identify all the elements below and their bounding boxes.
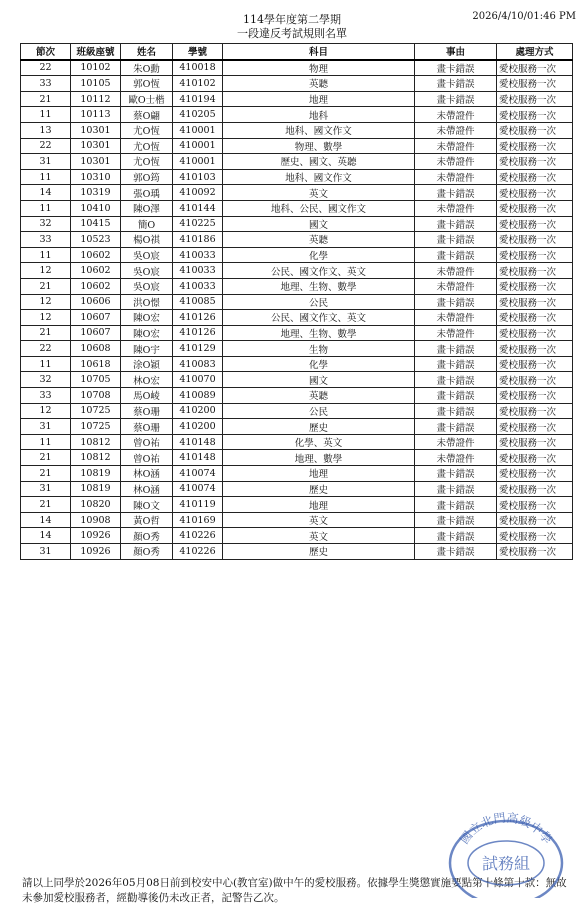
cell-class-seat: 10301 — [71, 138, 121, 154]
cell-period: 32 — [21, 216, 71, 232]
seal-stamp — [446, 808, 566, 898]
cell-name: 林O涵 — [121, 466, 173, 482]
cell-subject: 公民、國文作文、英文 — [223, 310, 415, 326]
cell-name: 馬O崚 — [121, 388, 173, 404]
table-row — [21, 544, 573, 560]
cell-student-id: 410001 — [173, 138, 223, 154]
cell-student-id: 410205 — [173, 107, 223, 123]
cell-period: 32 — [21, 372, 71, 388]
cell-student-id: 410225 — [173, 216, 223, 232]
cell-period: 31 — [21, 544, 71, 560]
cell-student-id: 410119 — [173, 497, 223, 513]
cell-student-id: 410200 — [173, 419, 223, 435]
table-row — [21, 294, 573, 310]
cell-class-seat: 10926 — [71, 544, 121, 560]
cell-name: 楊O祺 — [121, 232, 173, 248]
col-header-class-seat: 班級座號 — [71, 44, 121, 60]
cell-subject: 物理 — [223, 60, 415, 76]
cell-period: 22 — [21, 138, 71, 154]
cell-name: 曾O祐 — [121, 450, 173, 466]
cell-student-id: 410148 — [173, 434, 223, 450]
cell-action: 愛校服務一次 — [497, 481, 573, 497]
cell-name: 蔡O珊 — [121, 419, 173, 435]
cell-student-id: 410169 — [173, 512, 223, 528]
cell-action: 愛校服務一次 — [497, 403, 573, 419]
cell-student-id: 410129 — [173, 341, 223, 357]
cell-name: 陳O宇 — [121, 341, 173, 357]
cell-class-seat: 10602 — [71, 247, 121, 263]
cell-student-id: 410083 — [173, 356, 223, 372]
cell-name: 蔡O珊 — [121, 403, 173, 419]
cell-action: 愛校服務一次 — [497, 497, 573, 513]
seal-outer-text: 國立北門高級中學 — [457, 810, 555, 847]
cell-period: 13 — [21, 122, 71, 138]
cell-action: 愛校服務一次 — [497, 372, 573, 388]
table-row — [21, 107, 573, 123]
cell-reason: 畫卡錯誤 — [415, 91, 497, 107]
cell-period: 33 — [21, 388, 71, 404]
cell-name: 歐O士楷 — [121, 91, 173, 107]
cell-period: 33 — [21, 232, 71, 248]
cell-student-id: 410033 — [173, 247, 223, 263]
cell-reason: 畫卡錯誤 — [415, 388, 497, 404]
cell-action: 愛校服務一次 — [497, 434, 573, 450]
cell-period: 12 — [21, 263, 71, 279]
table-row — [21, 512, 573, 528]
cell-action: 愛校服務一次 — [497, 91, 573, 107]
cell-class-seat: 10608 — [71, 341, 121, 357]
table-row — [21, 278, 573, 294]
cell-period: 12 — [21, 294, 71, 310]
cell-name: 郭O恆 — [121, 76, 173, 92]
cell-class-seat: 10819 — [71, 466, 121, 482]
cell-name: 蔡O翩 — [121, 107, 173, 123]
table-row — [21, 169, 573, 185]
cell-class-seat: 10926 — [71, 528, 121, 544]
table-row — [21, 122, 573, 138]
cell-reason: 畫卡錯誤 — [415, 247, 497, 263]
cell-student-id: 410070 — [173, 372, 223, 388]
cell-subject: 地科、國文作文 — [223, 122, 415, 138]
cell-period: 21 — [21, 278, 71, 294]
table-header-row — [21, 44, 573, 60]
cell-action: 愛校服務一次 — [497, 294, 573, 310]
violation-table — [20, 43, 573, 560]
cell-reason: 畫卡錯誤 — [415, 185, 497, 201]
table-row — [21, 497, 573, 513]
cell-subject: 地理、數學 — [223, 450, 415, 466]
cell-reason: 未帶證件 — [415, 263, 497, 279]
cell-period: 31 — [21, 481, 71, 497]
cell-name: 吳O宸 — [121, 263, 173, 279]
cell-subject: 化學 — [223, 247, 415, 263]
table-row — [21, 185, 573, 201]
cell-reason: 未帶證件 — [415, 278, 497, 294]
cell-period: 21 — [21, 450, 71, 466]
print-timestamp: 2026/4/10/01:46 PM — [472, 11, 576, 22]
col-header-name: 姓名 — [121, 44, 173, 60]
cell-class-seat: 10319 — [71, 185, 121, 201]
cell-reason: 畫卡錯誤 — [415, 497, 497, 513]
cell-period: 11 — [21, 200, 71, 216]
table-row — [21, 481, 573, 497]
cell-period: 14 — [21, 185, 71, 201]
table-row — [21, 528, 573, 544]
cell-student-id: 410226 — [173, 544, 223, 560]
cell-period: 11 — [21, 107, 71, 123]
cell-action: 愛校服務一次 — [497, 107, 573, 123]
footer-note: 請以上同學於2026年05月08日前到校安中心(教官室)做中午的愛校服務。依據學生獎懲實施要點第十條第十款：無故未參加愛校服務者，經勸導後仍未改正者，記警告乙次。 — [22, 877, 567, 904]
cell-action: 愛校服務一次 — [497, 512, 573, 528]
cell-reason: 未帶證件 — [415, 169, 497, 185]
cell-subject: 國文 — [223, 216, 415, 232]
cell-subject: 國文 — [223, 372, 415, 388]
cell-period: 11 — [21, 356, 71, 372]
cell-class-seat: 10301 — [71, 154, 121, 170]
cell-reason: 畫卡錯誤 — [415, 544, 497, 560]
cell-student-id: 410085 — [173, 294, 223, 310]
cell-subject: 地科 — [223, 107, 415, 123]
cell-student-id: 410103 — [173, 169, 223, 185]
cell-subject: 生物 — [223, 341, 415, 357]
cell-name: 吳O宸 — [121, 278, 173, 294]
cell-action: 愛校服務一次 — [497, 232, 573, 248]
cell-action: 愛校服務一次 — [497, 310, 573, 326]
cell-name: 顏O秀 — [121, 528, 173, 544]
cell-student-id: 410089 — [173, 388, 223, 404]
cell-action: 愛校服務一次 — [497, 544, 573, 560]
seal-inner-text: 試務組 — [481, 854, 531, 873]
table-row — [21, 263, 573, 279]
cell-period: 21 — [21, 325, 71, 341]
cell-subject: 地理 — [223, 466, 415, 482]
cell-action: 愛校服務一次 — [497, 278, 573, 294]
cell-action: 愛校服務一次 — [497, 216, 573, 232]
table-row — [21, 434, 573, 450]
cell-action: 愛校服務一次 — [497, 341, 573, 357]
cell-subject: 英聽 — [223, 388, 415, 404]
table-row — [21, 466, 573, 482]
cell-class-seat: 10105 — [71, 76, 121, 92]
cell-period: 21 — [21, 466, 71, 482]
cell-subject: 地理、生物、數學 — [223, 325, 415, 341]
cell-action: 愛校服務一次 — [497, 528, 573, 544]
cell-name: 陳O宏 — [121, 310, 173, 326]
cell-period: 12 — [21, 403, 71, 419]
cell-reason: 未帶證件 — [415, 107, 497, 123]
col-header-action: 處理方式 — [497, 44, 573, 60]
cell-period: 11 — [21, 247, 71, 263]
cell-class-seat: 10908 — [71, 512, 121, 528]
cell-reason: 畫卡錯誤 — [415, 512, 497, 528]
cell-period: 22 — [21, 341, 71, 357]
cell-action: 愛校服務一次 — [497, 122, 573, 138]
cell-name: 黃O哲 — [121, 512, 173, 528]
cell-reason: 畫卡錯誤 — [415, 466, 497, 482]
cell-period: 31 — [21, 419, 71, 435]
cell-class-seat: 10812 — [71, 434, 121, 450]
cell-reason: 畫卡錯誤 — [415, 481, 497, 497]
cell-student-id: 410033 — [173, 278, 223, 294]
cell-reason: 畫卡錯誤 — [415, 76, 497, 92]
cell-period: 12 — [21, 310, 71, 326]
cell-class-seat: 10819 — [71, 481, 121, 497]
table-row — [21, 372, 573, 388]
cell-name: 吳O宸 — [121, 247, 173, 263]
table-row — [21, 60, 573, 76]
cell-reason: 畫卡錯誤 — [415, 372, 497, 388]
cell-student-id: 410001 — [173, 154, 223, 170]
cell-period: 31 — [21, 154, 71, 170]
cell-student-id: 410194 — [173, 91, 223, 107]
cell-action: 愛校服務一次 — [497, 138, 573, 154]
cell-action: 愛校服務一次 — [497, 169, 573, 185]
cell-subject: 歷史 — [223, 481, 415, 497]
cell-subject: 地理 — [223, 91, 415, 107]
cell-name: 陳O文 — [121, 497, 173, 513]
cell-name: 林O涵 — [121, 481, 173, 497]
col-header-subject: 科目 — [223, 44, 415, 60]
cell-student-id: 410148 — [173, 450, 223, 466]
cell-reason: 未帶證件 — [415, 450, 497, 466]
cell-class-seat: 10606 — [71, 294, 121, 310]
cell-period: 21 — [21, 91, 71, 107]
cell-name: 郭O筠 — [121, 169, 173, 185]
cell-period: 22 — [21, 60, 71, 76]
table-row — [21, 216, 573, 232]
table-row — [21, 232, 573, 248]
cell-class-seat: 10410 — [71, 200, 121, 216]
cell-reason: 畫卡錯誤 — [415, 294, 497, 310]
cell-student-id: 410018 — [173, 60, 223, 76]
cell-period: 11 — [21, 169, 71, 185]
cell-class-seat: 10725 — [71, 403, 121, 419]
cell-reason: 未帶證件 — [415, 325, 497, 341]
cell-class-seat: 10708 — [71, 388, 121, 404]
cell-class-seat: 10310 — [71, 169, 121, 185]
cell-subject: 地科、國文作文 — [223, 169, 415, 185]
table-body — [21, 60, 573, 560]
cell-reason: 畫卡錯誤 — [415, 528, 497, 544]
cell-subject: 英文 — [223, 185, 415, 201]
cell-class-seat: 10607 — [71, 325, 121, 341]
cell-period: 21 — [21, 497, 71, 513]
col-header-reason: 事由 — [415, 44, 497, 60]
cell-period: 14 — [21, 512, 71, 528]
cell-name: 尤O恆 — [121, 154, 173, 170]
cell-period: 11 — [21, 434, 71, 450]
cell-action: 愛校服務一次 — [497, 185, 573, 201]
cell-subject: 公民 — [223, 294, 415, 310]
cell-class-seat: 10705 — [71, 372, 121, 388]
cell-reason: 畫卡錯誤 — [415, 403, 497, 419]
cell-subject: 地理、生物、數學 — [223, 278, 415, 294]
cell-name: 涂O穎 — [121, 356, 173, 372]
cell-reason: 未帶證件 — [415, 122, 497, 138]
cell-student-id: 410074 — [173, 481, 223, 497]
table-row — [21, 356, 573, 372]
cell-name: 陳O宏 — [121, 325, 173, 341]
cell-name: 朱O勳 — [121, 60, 173, 76]
table-row — [21, 419, 573, 435]
cell-student-id: 410074 — [173, 466, 223, 482]
table-row — [21, 450, 573, 466]
cell-action: 愛校服務一次 — [497, 154, 573, 170]
cell-reason: 畫卡錯誤 — [415, 216, 497, 232]
table-row — [21, 91, 573, 107]
table-row — [21, 388, 573, 404]
cell-reason: 未帶證件 — [415, 154, 497, 170]
cell-reason: 未帶證件 — [415, 310, 497, 326]
cell-reason: 未帶證件 — [415, 200, 497, 216]
cell-subject: 英聽 — [223, 232, 415, 248]
cell-reason: 畫卡錯誤 — [415, 60, 497, 76]
cell-subject: 化學 — [223, 356, 415, 372]
cell-class-seat: 10415 — [71, 216, 121, 232]
cell-reason: 未帶證件 — [415, 138, 497, 154]
cell-subject: 英文 — [223, 512, 415, 528]
cell-action: 愛校服務一次 — [497, 325, 573, 341]
cell-reason: 未帶證件 — [415, 434, 497, 450]
cell-reason: 畫卡錯誤 — [415, 232, 497, 248]
col-header-student-id: 學號 — [173, 44, 223, 60]
cell-name: 張O瑀 — [121, 185, 173, 201]
col-header-period: 節次 — [21, 44, 71, 60]
cell-subject: 英文 — [223, 528, 415, 544]
cell-student-id: 410186 — [173, 232, 223, 248]
cell-reason: 畫卡錯誤 — [415, 419, 497, 435]
cell-name: 陳O澤 — [121, 200, 173, 216]
cell-action: 愛校服務一次 — [497, 419, 573, 435]
cell-student-id: 410144 — [173, 200, 223, 216]
cell-action: 愛校服務一次 — [497, 200, 573, 216]
cell-student-id: 410092 — [173, 185, 223, 201]
cell-period: 14 — [21, 528, 71, 544]
cell-subject: 地科、公民、國文作文 — [223, 200, 415, 216]
cell-subject: 英聽 — [223, 76, 415, 92]
cell-name: 洪O憬 — [121, 294, 173, 310]
cell-action: 愛校服務一次 — [497, 247, 573, 263]
document-title: 114學年度第二學期 — [243, 13, 341, 26]
cell-name: 顏O秀 — [121, 544, 173, 560]
cell-name: 曾O祐 — [121, 434, 173, 450]
cell-class-seat: 10301 — [71, 122, 121, 138]
cell-action: 愛校服務一次 — [497, 450, 573, 466]
cell-period: 33 — [21, 76, 71, 92]
cell-class-seat: 10725 — [71, 419, 121, 435]
cell-class-seat: 10602 — [71, 263, 121, 279]
cell-class-seat: 10812 — [71, 450, 121, 466]
cell-name: 林O宏 — [121, 372, 173, 388]
cell-action: 愛校服務一次 — [497, 60, 573, 76]
cell-student-id: 410226 — [173, 528, 223, 544]
table-row — [21, 341, 573, 357]
cell-student-id: 410126 — [173, 325, 223, 341]
cell-subject: 化學、英文 — [223, 434, 415, 450]
cell-student-id: 410200 — [173, 403, 223, 419]
cell-student-id: 410102 — [173, 76, 223, 92]
cell-name: 尤O恆 — [121, 122, 173, 138]
cell-name: 尤O恆 — [121, 138, 173, 154]
cell-student-id: 410126 — [173, 310, 223, 326]
cell-reason: 畫卡錯誤 — [415, 341, 497, 357]
cell-action: 愛校服務一次 — [497, 466, 573, 482]
table-row — [21, 76, 573, 92]
cell-class-seat: 10607 — [71, 310, 121, 326]
table-row — [21, 138, 573, 154]
cell-subject: 物理、數學 — [223, 138, 415, 154]
cell-action: 愛校服務一次 — [497, 263, 573, 279]
cell-action: 愛校服務一次 — [497, 388, 573, 404]
cell-student-id: 410033 — [173, 263, 223, 279]
cell-class-seat: 10602 — [71, 278, 121, 294]
cell-class-seat: 10618 — [71, 356, 121, 372]
cell-subject: 公民、國文作文、英文 — [223, 263, 415, 279]
cell-action: 愛校服務一次 — [497, 356, 573, 372]
cell-subject: 歷史、國文、英聽 — [223, 154, 415, 170]
table-row — [21, 325, 573, 341]
cell-class-seat: 10523 — [71, 232, 121, 248]
cell-class-seat: 10102 — [71, 60, 121, 76]
table-row — [21, 310, 573, 326]
table-row — [21, 154, 573, 170]
cell-class-seat: 10113 — [71, 107, 121, 123]
cell-name: 簡O — [121, 216, 173, 232]
cell-class-seat: 10112 — [71, 91, 121, 107]
cell-class-seat: 10820 — [71, 497, 121, 513]
cell-subject: 公民 — [223, 403, 415, 419]
cell-reason: 畫卡錯誤 — [415, 356, 497, 372]
document-subtitle: 一段違反考試規則名單 — [237, 27, 347, 40]
table-row — [21, 200, 573, 216]
cell-action: 愛校服務一次 — [497, 76, 573, 92]
cell-subject: 地理 — [223, 497, 415, 513]
table-row — [21, 403, 573, 419]
cell-subject: 歷史 — [223, 544, 415, 560]
table-row — [21, 247, 573, 263]
cell-subject: 歷史 — [223, 419, 415, 435]
cell-student-id: 410001 — [173, 122, 223, 138]
